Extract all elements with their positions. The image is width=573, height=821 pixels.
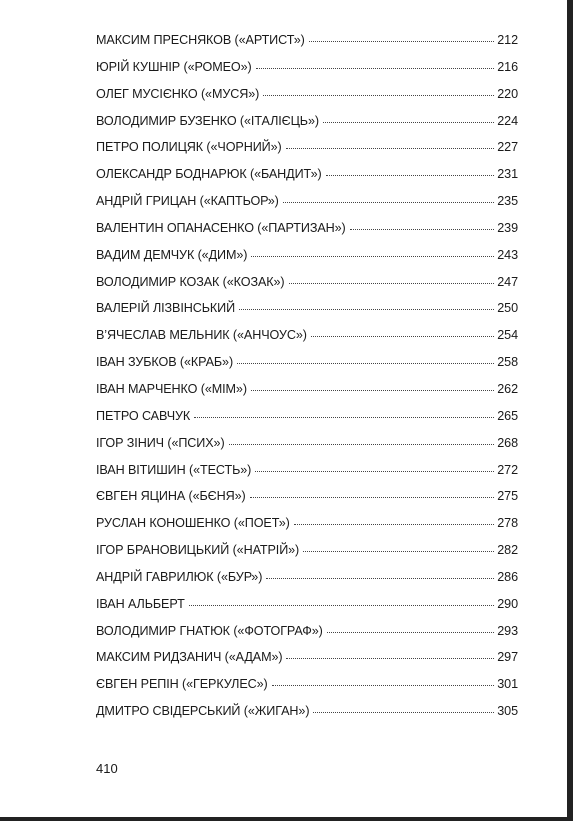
toc-dot-leader: [189, 604, 495, 606]
toc-entry-page: 247: [497, 274, 518, 289]
toc-entry-title: ІВАН АЛЬБЕРТ: [96, 596, 185, 611]
toc-dot-leader: [256, 67, 495, 69]
toc-entry: [96, 248, 518, 275]
toc-entry: [96, 167, 518, 194]
toc-entry: [96, 516, 518, 543]
toc-entry-page: 250: [497, 301, 518, 316]
toc-dot-leader: [250, 496, 495, 498]
toc-entry-page: 278: [497, 516, 518, 531]
toc-entry-page: 275: [497, 489, 518, 504]
toc-dot-leader: [194, 416, 494, 418]
toc-entry: [96, 87, 518, 114]
toc-dot-leader: [251, 255, 494, 257]
toc-entry-title: ВАДИМ ДЕМЧУК («ДИМ»): [96, 247, 248, 262]
toc-entry-title: ІВАН ВІТИШИН («ТЕСТЬ»): [96, 462, 252, 477]
toc-dot-leader: [263, 94, 494, 96]
toc-entry-title: ОЛЕКСАНДР БОДНАРЮК («БАНДИТ»): [96, 167, 322, 182]
toc-entry-page: 235: [497, 194, 518, 209]
toc-entry: [96, 275, 518, 302]
toc-entry-title: ПЕТРО САВЧУК: [96, 408, 191, 423]
toc-entry-title: РУСЛАН КОНОШЕНКО («ПОЕТ»): [96, 516, 290, 531]
toc-dot-leader: [323, 121, 494, 123]
toc-entry-page: 293: [497, 623, 518, 638]
toc-entry-title: АНДРІЙ ГАВРИЛЮК («БУР»): [96, 569, 263, 584]
toc-dot-leader: [289, 282, 495, 284]
toc-entry-page: 297: [497, 650, 518, 665]
toc-entry: [96, 114, 518, 141]
toc-entry-page: 301: [497, 677, 518, 692]
toc-entry: [96, 650, 518, 677]
table-of-contents: [96, 33, 518, 731]
toc-entry-page: 272: [497, 462, 518, 477]
toc-dot-leader: [286, 657, 494, 659]
toc-entry-page: 268: [497, 435, 518, 450]
toc-entry-title: ВОЛОДИМИР ГНАТЮК («ФОТОГРАФ»): [96, 623, 323, 638]
toc-entry-page: 265: [497, 408, 518, 423]
page-edge-bottom: [0, 817, 573, 821]
toc-entry-page: 239: [497, 220, 518, 235]
toc-entry-page: 231: [497, 167, 518, 182]
toc-entry-title: ІГОР ЗІНИЧ («ПСИХ»): [96, 435, 225, 450]
toc-dot-leader: [286, 147, 495, 149]
toc-dot-leader: [283, 201, 495, 203]
toc-entry-title: АНДРІЙ ГРИЦАН («КАПТЬОР»): [96, 194, 279, 209]
page-number: 410: [96, 761, 118, 776]
toc-dot-leader: [237, 362, 494, 364]
toc-entry-page: 227: [497, 140, 518, 155]
toc-entry-title: ВОЛОДИМИР КОЗАК («КОЗАК»): [96, 274, 285, 289]
toc-entry-title: ІВАН МАРЧЕНКО («МІМ»): [96, 381, 247, 396]
toc-entry: [96, 140, 518, 167]
toc-entry: [96, 543, 518, 570]
toc-dot-leader: [229, 443, 495, 445]
toc-entry: [96, 221, 518, 248]
toc-dot-leader: [266, 577, 494, 579]
toc-dot-leader: [311, 335, 494, 337]
toc-entry-page: 220: [497, 86, 518, 101]
toc-dot-leader: [294, 523, 495, 525]
toc-entry-page: 258: [497, 355, 518, 370]
toc-entry: [96, 624, 518, 651]
toc-dot-leader: [326, 174, 495, 176]
toc-entry-title: ВОЛОДИМИР БУЗЕНКО («ІТАЛІЄЦЬ»): [96, 113, 319, 128]
toc-entry: [96, 704, 518, 731]
toc-entry-page: 212: [497, 33, 518, 47]
toc-entry-page: 282: [497, 543, 518, 558]
toc-entry: [96, 382, 518, 409]
toc-entry-title: ВАЛЕНТИН ОПАНАСЕНКО («ПАРТИЗАН»): [96, 220, 346, 235]
toc-dot-leader: [303, 550, 494, 552]
toc-dot-leader: [313, 711, 494, 713]
toc-entry: [96, 60, 518, 87]
toc-entry: [96, 355, 518, 382]
toc-entry-page: 286: [497, 569, 518, 584]
toc-dot-leader: [327, 631, 495, 633]
toc-entry: [96, 436, 518, 463]
toc-entry-page: 305: [497, 704, 518, 719]
toc-entry-title: ПЕТРО ПОЛИЦЯК («ЧОРНИЙ»): [96, 140, 282, 155]
toc-entry: [96, 328, 518, 355]
toc-entry-title: ІГОР БРАНОВИЦЬКИЙ («НАТРІЙ»): [96, 543, 300, 558]
toc-entry: [96, 570, 518, 597]
toc-entry: [96, 597, 518, 624]
toc-entry-page: 224: [497, 113, 518, 128]
toc-entry-title: В’ЯЧЕСЛАВ МЕЛЬНИК («АНЧОУС»): [96, 328, 307, 343]
toc-entry-page: 254: [497, 328, 518, 343]
toc-entry: [96, 489, 518, 516]
toc-entry: [96, 33, 518, 60]
toc-entry-page: 262: [497, 381, 518, 396]
toc-entry-title: ЮРІЙ КУШНІР («РОМЕО»): [96, 59, 252, 74]
toc-entry: [96, 301, 518, 328]
toc-entry-title: МАКСИМ РИДЗАНИЧ («АДАМ»): [96, 650, 283, 665]
toc-dot-leader: [309, 40, 495, 42]
toc-entry-title: ІВАН ЗУБКОВ («КРАБ»): [96, 355, 234, 370]
toc-entry-title: ДМИТРО СВІДЕРСЬКИЙ («ЖИГАН»): [96, 704, 310, 719]
toc-entry: [96, 463, 518, 490]
toc-entry-page: 243: [497, 247, 518, 262]
toc-entry-title: ВАЛЕРІЙ ЛІЗВІНСЬКИЙ: [96, 301, 236, 316]
toc-dot-leader: [350, 228, 495, 230]
toc-entry-page: 216: [497, 59, 518, 74]
toc-dot-leader: [251, 389, 494, 391]
page-edge-right: [567, 0, 573, 821]
toc-entry: [96, 677, 518, 704]
toc-dot-leader: [272, 684, 495, 686]
toc-entry-title: ЄВГЕН ЯЦИНА («БЄНЯ»): [96, 489, 246, 504]
toc-dot-leader: [239, 308, 494, 310]
toc-entry-title: МАКСИМ ПРЕСНЯКОВ («АРТИСТ»): [96, 33, 305, 47]
toc-entry: [96, 409, 518, 436]
toc-entry: [96, 194, 518, 221]
toc-dot-leader: [255, 470, 494, 472]
toc-entry-title: ЄВГЕН РЕПІН («ГЕРКУЛЕС»): [96, 677, 268, 692]
toc-entry-page: 290: [497, 596, 518, 611]
toc-entry-title: ОЛЕГ МУСІЄНКО («МУСЯ»): [96, 86, 260, 101]
